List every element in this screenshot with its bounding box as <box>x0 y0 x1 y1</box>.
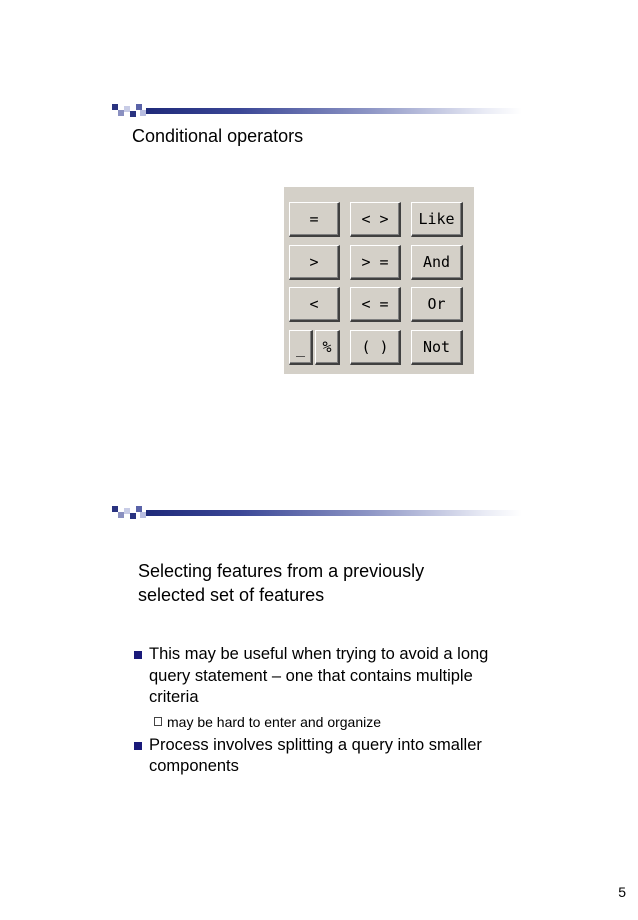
slide-title: Conditional operators <box>132 126 304 146</box>
sub-list-item-text: may be hard to enter and organize <box>167 713 382 730</box>
not-operator-button[interactable]: Not <box>411 330 463 365</box>
section-title-line: Selecting features from a previously <box>138 561 425 581</box>
bullet-list <box>134 644 514 778</box>
equals-operator-button[interactable]: = <box>289 202 340 237</box>
header-gradient-line <box>146 108 522 114</box>
square-bullet-icon <box>134 651 142 659</box>
header-gradient-line <box>146 510 522 516</box>
list-item-text: Process involves splitting a query into smaller components <box>149 735 482 775</box>
header-decoration-bar <box>112 506 522 520</box>
less-than-operator-button[interactable]: < <box>289 287 340 322</box>
underscore-wildcard-button[interactable]: _ <box>289 330 313 365</box>
not-equal-operator-button[interactable]: < > <box>350 202 401 237</box>
percent-wildcard-button[interactable]: % <box>315 330 340 365</box>
section-title <box>138 559 518 607</box>
sub-list-item <box>134 709 514 735</box>
page-number: 5 <box>618 884 626 900</box>
or-operator-button[interactable]: Or <box>411 287 463 322</box>
parentheses-button[interactable]: ( ) <box>350 330 401 365</box>
like-operator-button[interactable]: Like <box>411 202 463 237</box>
list-item-text: This may be useful when trying to avoid a long query statement – one that contains multiple criteria <box>149 645 489 706</box>
greater-or-equal-operator-button[interactable]: > = <box>350 245 401 280</box>
list-item <box>134 644 514 709</box>
less-or-equal-operator-button[interactable]: < = <box>350 287 401 322</box>
square-bullet-icon <box>134 742 142 750</box>
hollow-square-bullet-icon <box>154 717 162 726</box>
conditional-operators-panel <box>284 187 474 374</box>
section-title-line: selected set of features <box>138 585 325 605</box>
and-operator-button[interactable]: And <box>411 245 463 280</box>
header-decoration-bar <box>112 104 522 118</box>
greater-than-operator-button[interactable]: > <box>289 245 340 280</box>
list-item <box>134 735 514 778</box>
